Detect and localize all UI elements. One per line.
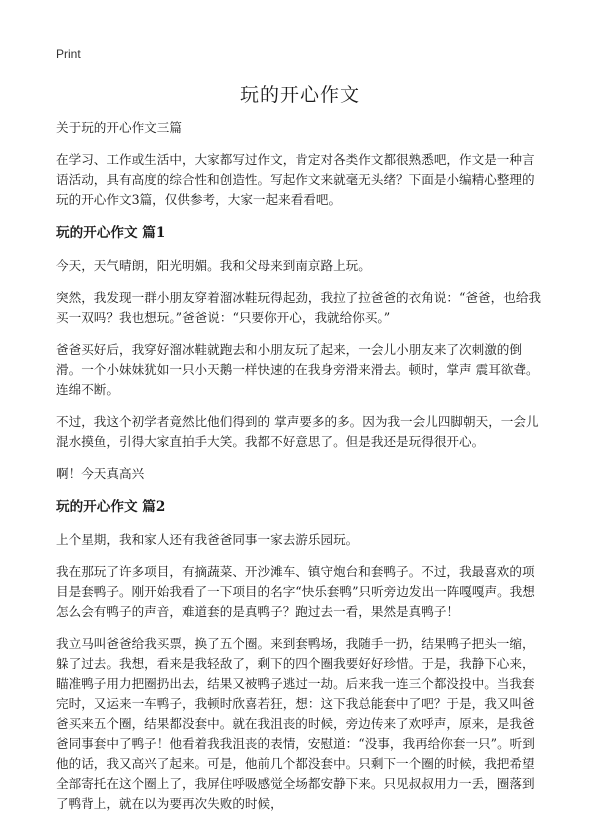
print-link[interactable]: Print [56,47,81,61]
paragraph: 我立马叫爸爸给我买票，换了五个圈。来到套鸭场，我随手一扔，结果鸭子把头一缩，躲了过去。我想，看来是我轻敌了，剩下的四个圈我要好好珍惜。于是，我静下心来，瞄准鸭子用力把圈扔出去，结果又被鸭子逃过一劫。后来我一连三个都没投中。当我套完时，又运来一车鸭子，我顿时欣喜若狂，想：这下我总能套中了吧？于是，我又叫爸爸买来五个圈，结果都没套中。就在我沮丧的时候，旁边传来了欢呼声，原来，是我爸爸同事套中了鸭子！他看着我我沮丧的表情，安慰道：“没事，我再给你套一只”。听到他的话，我又高兴了起来。可是，他前几个都没套中。只剩下一个圈的时候，我把希望全部寄托在这个圈上了，我屏住呼吸感觉全场都安静下来。只见叔叔用力一丢，圈落到了鸭背上，就在以为要再次失败的时候， [56,636,535,811]
paragraph: 我在那玩了许多项目，有摘蔬菜、开沙滩车、镇守炮台和套鸭子。不过，我最喜欢的项目是套鸭子。刚开始我看了一下项目的名字“快乐套鸭”只听旁边发出一阵嘎嘎声。我想怎么会有鸭子的声音，难道套的是真鸭子？跑过去一看，果然是真鸭子！ [56,564,535,619]
paragraph: 爸爸买好后，我穿好溜冰鞋就跑去和小朋友玩了起来，一会儿小朋友来了次刺激的倒滑。一个小妹妹犹如一只小天鹅一样快速的在我身旁滑来滑去。顿时，掌声 震耳欲聋。连绵不断。 [56,342,539,397]
intro-paragraph: 在学习、工作或生活中，大家都写过作文，肯定对各类作文都很熟悉吧，作文是一种言语活动，具有高度的综合性和创造性。写起作文来就毫无头绪？下面是小编精心整理的玩的开心作文3篇，仅供参考，大家一起来看看吧。 [56,152,535,207]
paragraph: 今天，天气晴朗，阳光明媚。我和父母来到南京路上玩。 [56,258,371,273]
section-heading-1: 玩的开心作文 篇1 [56,225,166,241]
article-subtitle: 关于玩的开心作文三篇 [56,120,182,135]
paragraph: 不过，我这个初学者竟然比他们得到的 掌声要多的多。因为我一会儿四脚朝天，一会儿混水摸鱼，引得大家直拍手大笑。我都不好意思了。但是我还是玩得很开心。 [56,414,539,449]
section-heading-2: 玩的开心作文 篇2 [56,499,166,515]
paragraph: 啊！今天真高兴 [56,466,145,481]
page-title: 玩的开心作文 [239,84,360,106]
paragraph: 上个星期，我和家人还有我爸爸同事一家去游乐园玩。 [56,532,359,547]
article-body [56,118,546,826]
paragraph: 突然，我发现一群小朋友穿着溜冰鞋玩得起劲，我拉了拉爸爸的衣角说：“爸爸，也给我买一双吗？我也想玩。”爸爸说：“只要你开心，我就给你买。” [56,290,542,325]
